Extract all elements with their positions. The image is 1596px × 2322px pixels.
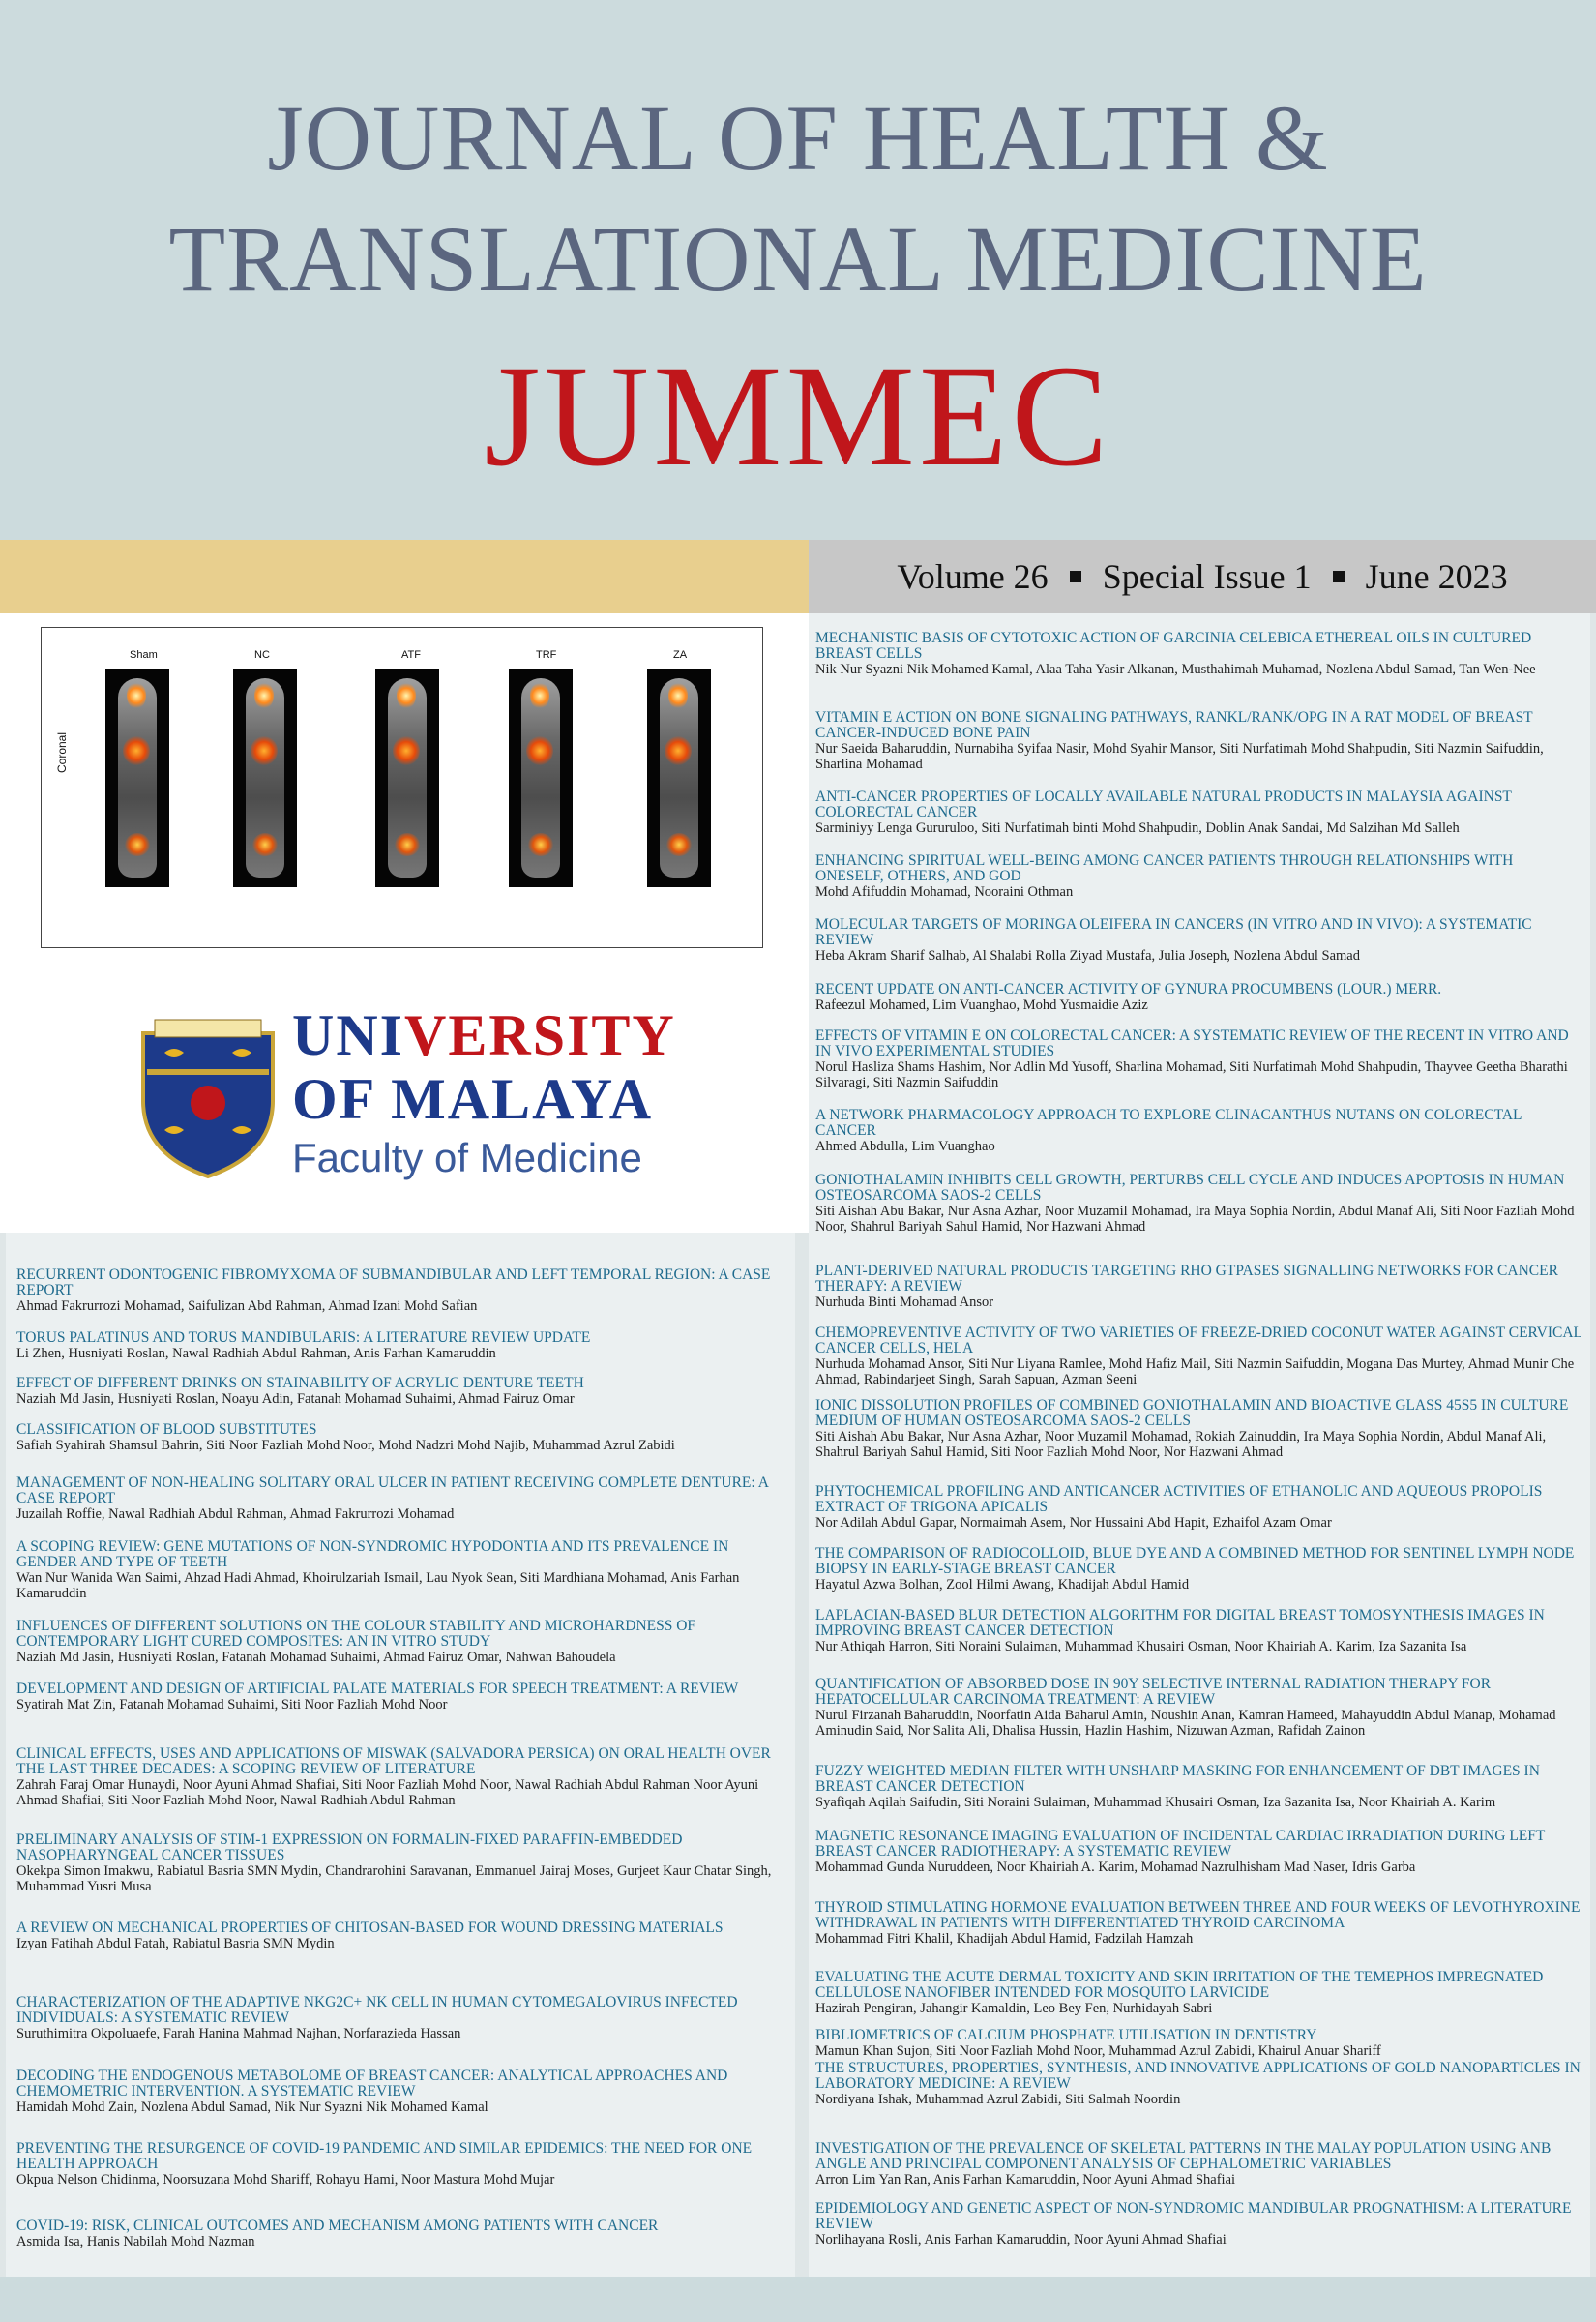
article-title: A SCOPING REVIEW: GENE MUTATIONS OF NON-SYNDROMIC HYPODONTIA AND ITS PREVALENCE IN GENDER AND TYPE OF TEETH <box>16 1538 729 1570</box>
article-title: ENHANCING SPIRITUAL WELL-BEING AMONG CANCER PATIENTS THROUGH RELATIONSHIPS WITH ONESELF, OTHERS, AND GOD <box>815 852 1514 884</box>
article-entry <box>815 2141 1584 2188</box>
article-authors: Norlihayana Rosli, Anis Farhan Kamaruddin, Noor Ayuni Ahmad Shafiai <box>815 2232 1227 2248</box>
article-authors: Hayatul Azwa Bolhan, Zool Hilmi Awang, Khadijah Abdul Hamid <box>815 1577 1190 1593</box>
article-title: CLINICAL EFFECTS, USES AND APPLICATIONS OF MISWAK (SALVADORA PERSICA) ON ORAL HEALTH OVER THE LAST THREE DECADES: A SCOPING REVIEW OF LITERATURE <box>16 1745 771 1777</box>
article-entry <box>815 789 1584 836</box>
square-bullet-icon <box>1333 571 1345 582</box>
article-entry <box>16 1539 790 1601</box>
article-entry <box>815 1829 1584 1875</box>
article-entry <box>815 1608 1584 1654</box>
article-authors: Nik Nur Syazni Nik Mohamed Kamal, Alaa Taha Yasir Alkanan, Musthahimah Muhamad, Nozlena Abdul Samad, Tan Wen-Nee <box>815 662 1536 677</box>
article-title: MANAGEMENT OF NON-HEALING SOLITARY ORAL ULCER IN PATIENT RECEIVING COMPLETE DENTURE: A CASE REPORT <box>16 1474 769 1506</box>
issue-band <box>809 540 1596 613</box>
article-authors: Siti Aishah Abu Bakar, Nur Asna Azhar, Noor Muzamil Mohamad, Ira Maya Sophia Nordin, Abdul Manaf Ali, Siti Noor Fazliah Mohd Noor, Shahrul Bariyah Sahul Hamid, Nor Hazwani Ahmad <box>815 1204 1575 1235</box>
figure-label: NC <box>254 649 270 661</box>
article-entry <box>815 631 1584 677</box>
article-title: EVALUATING THE ACUTE DERMAL TOXICITY AND SKIN IRRITATION OF THE TEMEPHOS IMPREGNATED CELLULOSE NANOFIBER INTENDED FOR MOSQUITO LARVICIDE <box>815 1969 1544 2001</box>
square-bullet-icon <box>1070 571 1081 582</box>
article-title: IONIC DISSOLUTION PROFILES OF COMBINED GONIOTHALAMIN AND BIOACTIVE GLASS 45S5 IN CULTURE MEDIUM OF HUMAN OSTEOSARCOMA SAOS-2 CELLS <box>815 1397 1569 1429</box>
article-authors: Nordiyana Ishak, Muhammad Azrul Zabidi, Siti Salmah Noordin <box>815 2092 1181 2107</box>
article-authors: Juzailah Roffie, Nawal Radhiah Abdul Rahman, Ahmad Fakrurrozi Mohamad <box>16 1506 455 1522</box>
article-entry <box>815 1173 1584 1235</box>
article-title: RECENT UPDATE ON ANTI-CANCER ACTIVITY OF GYNURA PROCUMBENS (LOUR.) MERR. <box>815 981 1442 997</box>
article-title: THYROID STIMULATING HORMONE EVALUATION BETWEEN THREE AND FOUR WEEKS OF LEVOTHYROXINE WITHDRAWAL IN PATIENTS WITH DIFFERENTIATED THYROID CARCINOMA <box>815 1899 1581 1931</box>
article-entry <box>815 982 1584 1013</box>
article-title: CHARACTERIZATION OF THE ADAPTIVE NKG2C+ NK CELL IN HUMAN CYTOMEGALOVIRUS INFECTED INDIVIDUALS: A SYSTEMATIC REVIEW <box>16 1994 738 2026</box>
article-title: VITAMIN E ACTION ON BONE SIGNALING PATHWAYS, RANKL/RANK/OPG IN A RAT MODEL OF BREAST CANCER-INDUCED BONE PAIN <box>815 709 1533 741</box>
journal-title-line1: JOURNAL OF HEALTH & <box>267 86 1329 190</box>
article-entry <box>16 1682 790 1712</box>
article-entry <box>815 1398 1584 1460</box>
article-authors: Naziah Md Jasin, Husniyati Roslan, Fatanah Mohamad Suhaimi, Ahmad Fairuz Omar, Nahwan Bahoudela <box>16 1650 616 1665</box>
article-title: INVESTIGATION OF THE PREVALENCE OF SKELETAL PATTERNS IN THE MALAY POPULATION USING ANB ANGLE AND PRINCIPAL COMPONENT ANALYSIS OF CEPHALOMETRIC VARIABLES <box>815 2140 1552 2172</box>
article-entry <box>16 1746 790 1808</box>
article-authors: Okekpa Simon Imakwu, Rabiatul Basria SMN Mydin, Chandrarohini Saravanan, Emmanuel Jairaj Moses, Gurjeet Kaur Chatar Singh, Muhammad Yusri Musa <box>16 1863 772 1894</box>
article-authors: Izyan Fatihah Abdul Fatah, Rabiatul Basria SMN Mydin <box>16 1936 335 1951</box>
scan-image <box>375 669 439 887</box>
article-title: GONIOTHALAMIN INHIBITS CELL GROWTH, PERTURBS CELL CYCLE AND INDUCES APOPTOSIS IN HUMAN OSTEOSARCOMA SAOS-2 CELLS <box>815 1172 1565 1204</box>
article-title: LAPLACIAN-BASED BLUR DETECTION ALGORITHM FOR DIGITAL BREAST TOMOSYNTHESIS IMAGES IN IMPROVING BREAST CANCER DETECTION <box>815 1607 1545 1639</box>
issue-volume: Volume 26 <box>897 557 1049 596</box>
article-entry <box>16 1267 790 1314</box>
crest-icon <box>135 1014 281 1180</box>
article-entry <box>815 1677 1584 1739</box>
article-authors: Nor Adilah Abdul Gapar, Normaimah Asem, Nor Hussaini Abd Hapit, Ezhaifol Azam Omar <box>815 1515 1332 1531</box>
article-title: EFFECT OF DIFFERENT DRINKS ON STAINABILITY OF ACRYLIC DENTURE TEETH <box>16 1375 584 1391</box>
article-title: THE COMPARISON OF RADIOCOLLOID, BLUE DYE AND A COMBINED METHOD FOR SENTINEL LYMPH NODE BIOPSY IN EARLY-STAGE BREAST CANCER <box>815 1545 1575 1577</box>
figure-label: ZA <box>673 649 688 661</box>
bottom-band <box>0 2277 1596 2322</box>
article-entry <box>16 1920 790 1951</box>
article-entry <box>815 1764 1584 1810</box>
article-title: PRELIMINARY ANALYSIS OF STIM-1 EXPRESSION ON FORMALIN-FIXED PARAFFIN-EMBEDDED NASOPHARYNGEAL CANCER TISSUES <box>16 1831 683 1863</box>
article-entry <box>16 2069 790 2115</box>
article-title: PHYTOCHEMICAL PROFILING AND ANTICANCER ACTIVITIES OF ETHANOLIC AND AQUEOUS PROPOLIS EXTRACT OF TRIGONA APICALIS <box>815 1483 1543 1515</box>
article-title: DEVELOPMENT AND DESIGN OF ARTIFICIAL PALATE MATERIALS FOR SPEECH TREATMENT: A REVIEW <box>16 1681 739 1697</box>
article-title: PLANT-DERIVED NATURAL PRODUCTS TARGETING RHO GTPASES SIGNALLING NETWORKS FOR CANCER THERAPY: A REVIEW <box>815 1263 1558 1295</box>
article-authors: Syafiqah Aqilah Saifudin, Siti Noraini Sulaiman, Muhammad Khusairi Osman, Iza Sazanita Isa, Noor Khairiah A. Karim <box>815 1795 1496 1810</box>
article-title: PREVENTING THE RESURGENCE OF COVID-19 PANDEMIC AND SIMILAR EPIDEMICS: THE NEED FOR ONE HEALTH APPROACH <box>16 2140 753 2172</box>
logo-line1-a: UNI <box>292 1003 405 1067</box>
article-title: THE STRUCTURES, PROPERTIES, SYNTHESIS, AND INNOVATIVE APPLICATIONS OF GOLD NANOPARTICLES IN LABORATORY MEDICINE: A REVIEW <box>815 2060 1581 2092</box>
figure-label: ATF <box>401 649 421 661</box>
article-authors: Siti Aishah Abu Bakar, Nur Asna Azhar, Noor Muzamil Mohamad, Rokiah Zainuddin, Ira Maya Sophia Nordin, Abdul Manaf Ali, Shahrul Bariyah Sahul Hamid, Siti Noor Fazliah Mohd Noor, Nor Hazwani Ahmad <box>815 1429 1547 1460</box>
article-entry <box>815 2201 1584 2248</box>
scan-image <box>233 669 297 887</box>
article-title: DECODING THE ENDOGENOUS METABOLOME OF BREAST CANCER: ANALYTICAL APPROACHES AND CHEMOMETRIC INTERVENTION. A SYSTEMATIC REVIEW <box>16 2068 728 2099</box>
article-entry <box>16 1376 790 1407</box>
issue-band-left <box>0 540 809 613</box>
article-authors: Rafeezul Mohamed, Lim Vuanghao, Mohd Yusmaidie Aziz <box>815 997 1148 1013</box>
figure-label: TRF <box>536 649 557 661</box>
article-title: ANTI-CANCER PROPERTIES OF LOCALLY AVAILABLE NATURAL PRODUCTS IN MALAYSIA AGAINST COLORECTAL CANCER <box>815 789 1512 820</box>
article-title: MAGNETIC RESONANCE IMAGING EVALUATION OF INCIDENTAL CARDIAC IRRADIATION DURING LEFT BREAST CANCER RADIOTHERAPY: A SYSTEMATIC REVIEW <box>815 1828 1546 1860</box>
scan-image <box>647 669 711 887</box>
article-entry <box>815 1546 1584 1593</box>
article-authors: Mamun Khan Sujon, Siti Noor Fazliah Mohd Noor, Muhammad Azrul Zabidi, Khairul Anuar Shariff <box>815 2043 1381 2059</box>
figure-label: Sham <box>130 649 158 661</box>
article-authors: Norul Hasliza Shams Hashim, Nor Adlin Md Yusoff, Sharlina Mohamad, Siti Nurfatimah Mohd Shahpudin, Thayvee Geetha Bharathi Silvaragi, Siti Nazmin Saifuddin <box>815 1059 1568 1090</box>
article-entry <box>16 2141 790 2188</box>
article-entry <box>16 1330 790 1361</box>
article-entry <box>16 1995 790 2041</box>
journal-acronym: JUMMEC <box>484 336 1112 496</box>
article-entry <box>815 2028 1584 2059</box>
article-authors: Hazirah Pengiran, Jahangir Kamaldin, Leo Bey Fen, Nurhidayah Sabri <box>815 2001 1213 2016</box>
article-entry <box>815 1484 1584 1531</box>
article-title: A REVIEW ON MECHANICAL PROPERTIES OF CHITOSAN-BASED FOR WOUND DRESSING MATERIALS <box>16 1920 724 1936</box>
article-authors: Mohammad Gunda Nuruddeen, Noor Khairiah A. Karim, Mohamad Nazrulhisham Mad Naser, Idris Garba <box>815 1860 1416 1875</box>
article-title: RECURRENT ODONTOGENIC FIBROMYXOMA OF SUBMANDIBULAR AND LEFT TEMPORAL REGION: A CASE REPORT <box>16 1266 771 1298</box>
article-title: FUZZY WEIGHTED MEDIAN FILTER WITH UNSHARP MASKING FOR ENHANCEMENT OF DBT IMAGES IN BREAST CANCER DETECTION <box>815 1763 1540 1795</box>
scan-image <box>509 669 573 887</box>
article-authors: Nur Athiqah Harron, Siti Noraini Sulaiman, Muhammad Khusairi Osman, Noor Khairiah A. Karim, Iza Sazanita Isa <box>815 1639 1467 1654</box>
article-authors: Syatirah Mat Zin, Fatanah Mohamad Suhaimi, Siti Noor Fazliah Mohd Noor <box>16 1697 448 1712</box>
journal-header <box>0 0 1596 540</box>
article-entry <box>815 1900 1584 1947</box>
article-entry <box>815 1970 1584 2016</box>
article-authors: Zahrah Faraj Omar Hunaydi, Noor Ayuni Ahmad Shafiai, Siti Noor Fazliah Mohd Noor, Nawal Radhiah Abdul Rahman Noor Ayuni Ahmad Shafiai, Siti Noor Fazliah Mohd Noor, Nawal Radhiah Abdul Rahman <box>16 1777 759 1808</box>
article-authors: Nur Saeida Baharuddin, Nurnabiha Syifaa Nasir, Mohd Syahir Mansor, Siti Nurfatimah Mohd Shahpudin, Siti Nazmin Saifuddin, Sharlina Mohamad <box>815 741 1544 772</box>
article-title: QUANTIFICATION OF ABSORBED DOSE IN 90Y SELECTIVE INTERNAL RADIATION THERAPY FOR HEPATOCELLULAR CARCINOMA TREATMENT: A REVIEW <box>815 1676 1492 1708</box>
article-title: MOLECULAR TARGETS OF MORINGA OLEIFERA IN CANCERS (IN VITRO AND IN VIVO): A SYSTEMATIC REVIEW <box>815 916 1532 948</box>
article-entry <box>16 1422 790 1453</box>
article-authors: Mohammad Fitri Khalil, Khadijah Abdul Hamid, Fadzilah Hamzah <box>815 1931 1194 1947</box>
article-title: BIBLIOMETRICS OF CALCIUM PHOSPHATE UTILISATION IN DENTISTRY <box>815 2027 1317 2043</box>
article-authors: Arron Lim Yan Ran, Anis Farhan Kamaruddin, Noor Ayuni Ahmad Shafiai <box>815 2172 1236 2188</box>
article-authors: Safiah Syahirah Shamsul Bahrin, Siti Noor Fazliah Mohd Noor, Mohd Nadzri Mohd Najib, Muhammad Azrul Zabidi <box>16 1438 675 1453</box>
article-title: COVID-19: RISK, CLINICAL OUTCOMES AND MECHANISM AMONG PATIENTS WITH CANCER <box>16 2218 659 2234</box>
article-entry <box>815 1028 1584 1090</box>
article-title: EFFECTS OF VITAMIN E ON COLORECTAL CANCER: A SYSTEMATIC REVIEW OF THE RECENT IN VITRO AND IN VIVO EXPERIMENTAL STUDIES <box>815 1027 1569 1059</box>
article-authors: Suruthimitra Okpoluaefe, Farah Hanina Mahmad Najhan, Norfarazieda Hassan <box>16 2026 461 2041</box>
article-entry <box>815 917 1584 964</box>
article-authors: Asmida Isa, Hanis Nabilah Mohd Nazman <box>16 2234 255 2249</box>
article-title: TORUS PALATINUS AND TORUS MANDIBULARIS: A LITERATURE REVIEW UPDATE <box>16 1329 591 1346</box>
issue-special: Special Issue 1 <box>1102 557 1312 596</box>
article-entry <box>815 853 1584 900</box>
article-authors: Nurhuda Mohamad Ansor, Siti Nur Liyana Ramlee, Mohd Hafiz Mail, Siti Nazmin Saifuddin, Mogana Das Murtey, Ahmad Munir Che Ahmad, Rabindarjeet Singh, Sarah Sapuan, Azman Seeni <box>815 1356 1575 1387</box>
article-entry <box>815 1325 1584 1387</box>
article-authors: Okpua Nelson Chidinma, Noorsuzana Mohd Shariff, Rohayu Hami, Noor Mastura Mohd Mujar <box>16 2172 555 2188</box>
figure-side-label: Coronal <box>55 731 69 773</box>
article-authors: Wan Nur Wanida Wan Saimi, Ahzad Hadi Ahmad, Khoirulzariah Ismail, Lau Nyok Sean, Siti Mardhiana Mohamad, Anis Farhan Kamaruddin <box>16 1570 740 1601</box>
logo-line1-b: VERSITY <box>404 1003 676 1067</box>
article-authors: Hamidah Mohd Zain, Nozlena Abdul Samad, Nik Nur Syazni Nik Mohamed Kamal <box>16 2099 488 2115</box>
article-title: INFLUENCES OF DIFFERENT SOLUTIONS ON THE COLOUR STABILITY AND MICROHARDNESS OF CONTEMPORARY LIGHT CURED COMPOSITES: AN IN VITRO STUDY <box>16 1618 696 1650</box>
article-authors: Ahmad Fakrurrozi Mohamad, Saifulizan Abd Rahman, Ahmad Izani Mohd Safian <box>16 1298 478 1314</box>
article-authors: Sarminiyy Lenga Gururuloo, Siti Nurfatimah binti Mohd Shahpudin, Doblin Anak Sandai, Md Salzihan Md Salleh <box>815 820 1460 836</box>
article-title: CHEMOPREVENTIVE ACTIVITY OF TWO VARIETIES OF FREEZE-DRIED COCONUT WATER AGAINST CERVICAL CANCER CELLS, HELA <box>815 1325 1582 1356</box>
article-entry <box>16 1619 790 1665</box>
article-entry <box>16 2218 790 2249</box>
article-authors: Nurhuda Binti Mohamad Ansor <box>815 1295 994 1310</box>
article-entry <box>16 1475 790 1522</box>
article-entry <box>815 710 1584 772</box>
article-authors: Nurul Firzanah Baharuddin, Noorfatin Aida Baharul Amin, Noushin Anan, Kamran Hameed, Mahayuddin Abdul Manap, Mohamad Aminudin Said, Nor Salita Ali, Dhalisa Hussin, Hazlin Hashim, Nizuwan Azman, Rafidah Zainon <box>815 1708 1556 1739</box>
logo-line2: OF MALAYA <box>292 1067 654 1131</box>
article-title: MECHANISTIC BASIS OF CYTOTOXIC ACTION OF GARCINIA CELEBICA ETHEREAL OILS IN CULTURED BREAST CELLS <box>815 630 1532 662</box>
article-title: EPIDEMIOLOGY AND GENETIC ASPECT OF NON-SYNDROMIC MANDIBULAR PROGNATHISM: A LITERATURE REVIEW <box>815 2200 1572 2232</box>
article-entry <box>815 1264 1584 1310</box>
article-title: CLASSIFICATION OF BLOOD SUBSTITUTES <box>16 1421 317 1438</box>
cover-figure <box>41 627 763 948</box>
article-authors: Li Zhen, Husniyati Roslan, Nawal Radhiah Abdul Rahman, Anis Farhan Kamaruddin <box>16 1346 496 1361</box>
article-authors: Ahmed Abdulla, Lim Vuanghao <box>815 1139 995 1154</box>
article-authors: Mohd Afifuddin Mohamad, Nooraini Othman <box>815 884 1074 900</box>
article-entry <box>16 1832 790 1894</box>
logo-line3: Faculty of Medicine <box>292 1135 642 1180</box>
article-entry <box>815 2061 1584 2107</box>
scan-image <box>105 669 169 887</box>
article-title: A NETWORK PHARMACOLOGY APPROACH TO EXPLORE CLINACANTHUS NUTANS ON COLORECTAL CANCER <box>815 1107 1522 1139</box>
logo-line1 <box>292 1003 676 1067</box>
journal-title-line2: TRANSLATIONAL MEDICINE <box>168 207 1428 311</box>
article-authors: Heba Akram Sharif Salhab, Al Shalabi Rolla Ziyad Mustafa, Julia Joseph, Nozlena Abdul Samad <box>815 948 1360 964</box>
article-authors: Naziah Md Jasin, Husniyati Roslan, Noayu Adin, Fatanah Mohamad Suhaimi, Ahmad Fairuz Omar <box>16 1391 575 1407</box>
issue-date: June 2023 <box>1365 557 1508 596</box>
university-logo <box>135 1003 687 1180</box>
article-entry <box>815 1108 1584 1154</box>
